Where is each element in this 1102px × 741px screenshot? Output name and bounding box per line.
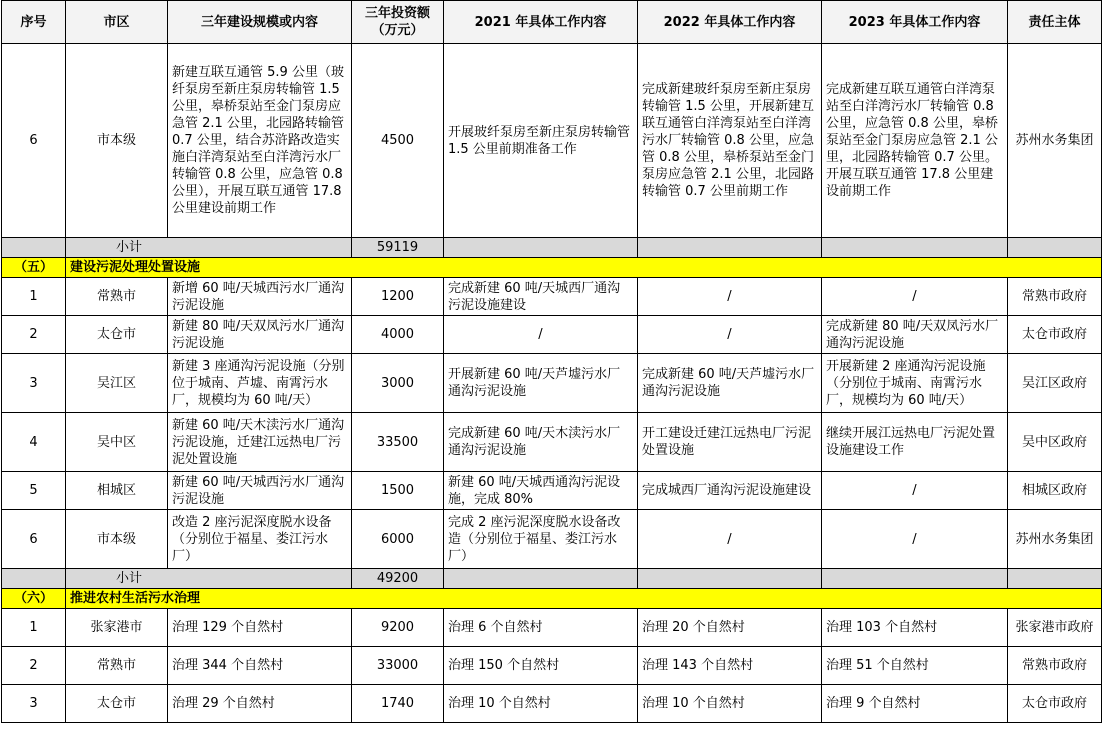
row-no: 1 — [2, 609, 66, 647]
table-row — [2, 472, 1102, 510]
row-2021: 新建 60 吨/天城西通沟污泥设施，完成 80% — [444, 472, 638, 510]
row-2021: 完成新建 60 吨/天城西厂通沟污泥设施建设 — [444, 278, 638, 316]
table-row — [2, 316, 1102, 354]
plan-table — [1, 0, 1102, 723]
table-row — [2, 354, 1102, 413]
row-district: 太仓市 — [66, 316, 168, 354]
row-investment: 3000 — [352, 354, 444, 413]
row-2023: 完成新建互联互通管白洋湾泵站至白洋湾污水厂转输管 0.8 公里，应急管 0.8 公里，皋桥泵站至金门泵房应急管 2.1 公里，北园路转输管 0.7 公里。开展互联互通管 17.8 公里建设前期工作 — [822, 44, 1008, 238]
header-district: 市区 — [66, 1, 168, 44]
row-2022: 完成新建 60 吨/天芦墟污水厂通沟污泥设施 — [638, 354, 822, 413]
section-row — [2, 589, 1102, 609]
row-scope: 治理 129 个自然村 — [168, 609, 352, 647]
row-2021: 开展新建 60 吨/天芦墟污水厂通沟污泥设施 — [444, 354, 638, 413]
subtotal-value: 59119 — [352, 238, 444, 258]
row-2022: 开工建设迁建江远热电厂污泥处置设施 — [638, 413, 822, 472]
row-owner: 苏州水务集团 — [1008, 44, 1102, 238]
row-investment: 1500 — [352, 472, 444, 510]
row-district: 吴江区 — [66, 354, 168, 413]
row-scope: 治理 344 个自然村 — [168, 647, 352, 685]
row-district: 市本级 — [66, 44, 168, 238]
row-2021: 开展玻纤泵房至新庄泵房转输管 1.5 公里前期准备工作 — [444, 44, 638, 238]
header-no: 序号 — [2, 1, 66, 44]
row-2021: / — [444, 316, 638, 354]
subtotal-label: 小计 — [66, 569, 352, 589]
row-investment: 9200 — [352, 609, 444, 647]
table-row — [2, 44, 1102, 238]
subtotal-row — [2, 238, 1102, 258]
row-scope: 新建 60 吨/天木渎污水厂通沟污泥设施，迁建江远热电厂污泥处置设施 — [168, 413, 352, 472]
row-owner: 吴中区政府 — [1008, 413, 1102, 472]
table-row — [2, 609, 1102, 647]
row-district: 相城区 — [66, 472, 168, 510]
row-2022: 治理 20 个自然村 — [638, 609, 822, 647]
table-row — [2, 278, 1102, 316]
row-owner: 相城区政府 — [1008, 472, 1102, 510]
row-district: 常熟市 — [66, 278, 168, 316]
row-2021: 治理 10 个自然村 — [444, 685, 638, 723]
row-district: 太仓市 — [66, 685, 168, 723]
row-investment: 4500 — [352, 44, 444, 238]
subtotal-label: 小计 — [66, 238, 352, 258]
table-row — [2, 647, 1102, 685]
row-2021: 完成 2 座污泥深度脱水设备改造（分别位于福星、娄江污水厂） — [444, 510, 638, 569]
row-scope: 新建互联互通管 5.9 公里（玻纤泵房至新庄泵房转输管 1.5 公里，皋桥泵站至金门泵房应急管 2.1 公里，北园路转输管 0.7 公里，结合苏浒路改造实施白洋湾泵站至白洋湾污水厂转输管 0.8 公里，应急管 0.8 公里），开展互联互通管 17.8 公里建设前期工作 — [168, 44, 352, 238]
table-row — [2, 685, 1102, 723]
row-no: 6 — [2, 44, 66, 238]
row-2021: 治理 6 个自然村 — [444, 609, 638, 647]
row-no: 4 — [2, 413, 66, 472]
row-district: 张家港市 — [66, 609, 168, 647]
row-2023: 完成新建 80 吨/天双凤污水厂通沟污泥设施 — [822, 316, 1008, 354]
row-2023: 开展新建 2 座通沟污泥设施（分别位于城南、南霄污水厂，规模均为 60 吨/天） — [822, 354, 1008, 413]
row-owner: 张家港市政府 — [1008, 609, 1102, 647]
row-2023: 治理 103 个自然村 — [822, 609, 1008, 647]
row-2023: / — [822, 472, 1008, 510]
row-2022: / — [638, 316, 822, 354]
row-scope: 治理 29 个自然村 — [168, 685, 352, 723]
row-2023: 继续开展江远热电厂污泥处置设施建设工作 — [822, 413, 1008, 472]
row-investment: 1740 — [352, 685, 444, 723]
row-district: 常熟市 — [66, 647, 168, 685]
row-2022: / — [638, 510, 822, 569]
row-scope: 新建 60 吨/天城西污水厂通沟污泥设施 — [168, 472, 352, 510]
header-scope: 三年建设规模或内容 — [168, 1, 352, 44]
row-2023: 治理 51 个自然村 — [822, 647, 1008, 685]
section-title: 推进农村生活污水治理 — [66, 589, 1102, 609]
subtotal-row — [2, 569, 1102, 589]
row-2022: 治理 143 个自然村 — [638, 647, 822, 685]
section-number: （六） — [2, 589, 66, 609]
row-scope: 新建 80 吨/天双凤污水厂通沟污泥设施 — [168, 316, 352, 354]
row-no: 5 — [2, 472, 66, 510]
header-2021: 2021 年具体工作内容 — [444, 1, 638, 44]
header-2023: 2023 年具体工作内容 — [822, 1, 1008, 44]
row-no: 2 — [2, 316, 66, 354]
table-row — [2, 510, 1102, 569]
row-investment: 6000 — [352, 510, 444, 569]
row-district: 吴中区 — [66, 413, 168, 472]
row-scope: 新建 3 座通沟污泥设施（分别位于城南、芦墟、南霄污水厂，规模均为 60 吨/天） — [168, 354, 352, 413]
row-2023: / — [822, 278, 1008, 316]
row-owner: 太仓市政府 — [1008, 316, 1102, 354]
row-2023: 治理 9 个自然村 — [822, 685, 1008, 723]
row-no: 2 — [2, 647, 66, 685]
row-owner: 常熟市政府 — [1008, 278, 1102, 316]
header-2022: 2022 年具体工作内容 — [638, 1, 822, 44]
row-owner: 太仓市政府 — [1008, 685, 1102, 723]
row-no: 3 — [2, 685, 66, 723]
section-row — [2, 258, 1102, 278]
row-no: 6 — [2, 510, 66, 569]
row-owner: 苏州水务集团 — [1008, 510, 1102, 569]
row-investment: 1200 — [352, 278, 444, 316]
row-investment: 4000 — [352, 316, 444, 354]
row-2021: 完成新建 60 吨/天木渎污水厂通沟污泥设施 — [444, 413, 638, 472]
row-scope: 改造 2 座污泥深度脱水设备（分别位于福星、娄江污水厂） — [168, 510, 352, 569]
row-investment: 33500 — [352, 413, 444, 472]
row-2023: / — [822, 510, 1008, 569]
row-2022: 完成新建玻纤泵房至新庄泵房转输管 1.5 公里，开展新建互联互通管白洋湾泵站至白洋湾污水厂转输管 0.8 公里，应急管 0.8 公里，皋桥泵站至金门泵房应急管 2.1 公里，北园路转输管 0.7 公里前期工作 — [638, 44, 822, 238]
header-owner: 责任主体 — [1008, 1, 1102, 44]
row-scope: 新增 60 吨/天城西污水厂通沟污泥设施 — [168, 278, 352, 316]
subtotal-value: 49200 — [352, 569, 444, 589]
row-2022: / — [638, 278, 822, 316]
row-2022: 完成城西厂通沟污泥设施建设 — [638, 472, 822, 510]
section-number: （五） — [2, 258, 66, 278]
row-2021: 治理 150 个自然村 — [444, 647, 638, 685]
row-investment: 33000 — [352, 647, 444, 685]
row-no: 1 — [2, 278, 66, 316]
row-owner: 吴江区政府 — [1008, 354, 1102, 413]
row-district: 市本级 — [66, 510, 168, 569]
header-investment: 三年投资额（万元） — [352, 1, 444, 44]
table-row — [2, 413, 1102, 472]
header-row — [2, 1, 1102, 44]
row-no: 3 — [2, 354, 66, 413]
row-owner: 常熟市政府 — [1008, 647, 1102, 685]
section-title: 建设污泥处理处置设施 — [66, 258, 1102, 278]
row-2022: 治理 10 个自然村 — [638, 685, 822, 723]
